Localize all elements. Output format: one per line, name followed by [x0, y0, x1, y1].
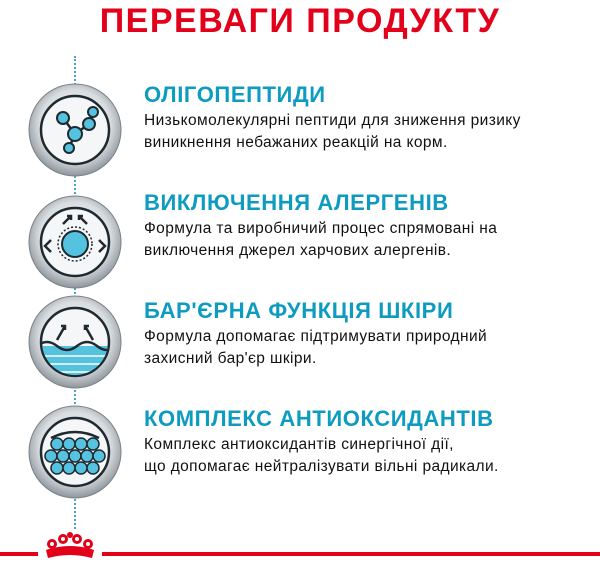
desc-line: захисний бар'єр шкіри.: [144, 350, 317, 367]
brand-crown-logo: [38, 530, 102, 564]
antioxidant-cells-icon: [27, 404, 123, 500]
desc-line: Формула та виробничий процес спрямовані на: [144, 220, 498, 237]
connector-line: [74, 176, 76, 194]
feature-title-allergen-exclusion: ВИКЛЮЧЕННЯ АЛЕРГЕНІВ: [144, 190, 449, 215]
allergen-exclusion-icon: [27, 194, 123, 290]
feature-title-oligopeptides: ОЛІГОПЕПТИДИ: [144, 82, 326, 107]
feature-title-skin-barrier: БАР'ЄРНА ФУНКЦІЯ ШКІРИ: [144, 298, 454, 323]
desc-line: виключення джерел харчових алергенів.: [144, 242, 452, 259]
feature-desc-oligopeptides: [144, 110, 584, 154]
desc-line: що допомагає нейтралізувати вільні радикали.: [144, 458, 499, 475]
desc-line: Формула допомагає підтримувати природний: [144, 328, 488, 345]
feature-desc-skin-barrier: [144, 326, 584, 370]
desc-line: виникнення небажаних реакцій на корм.: [144, 134, 448, 151]
feature-desc-antioxidants: [144, 434, 584, 478]
desc-line: Низькомолекулярні пептиди для зниження ризику: [144, 112, 521, 129]
molecule-icon: [27, 82, 123, 178]
page-title: ПЕРЕВАГИ ПРОДУКТУ: [99, 2, 501, 40]
desc-line: Комплекс антиоксидантів синергічної дії,: [144, 436, 454, 453]
skin-barrier-icon: [27, 294, 123, 390]
feature-title-antioxidants: КОМПЛЕКС АНТИОКСИДАНТІВ: [144, 406, 494, 431]
feature-desc-allergen-exclusion: [144, 218, 584, 262]
